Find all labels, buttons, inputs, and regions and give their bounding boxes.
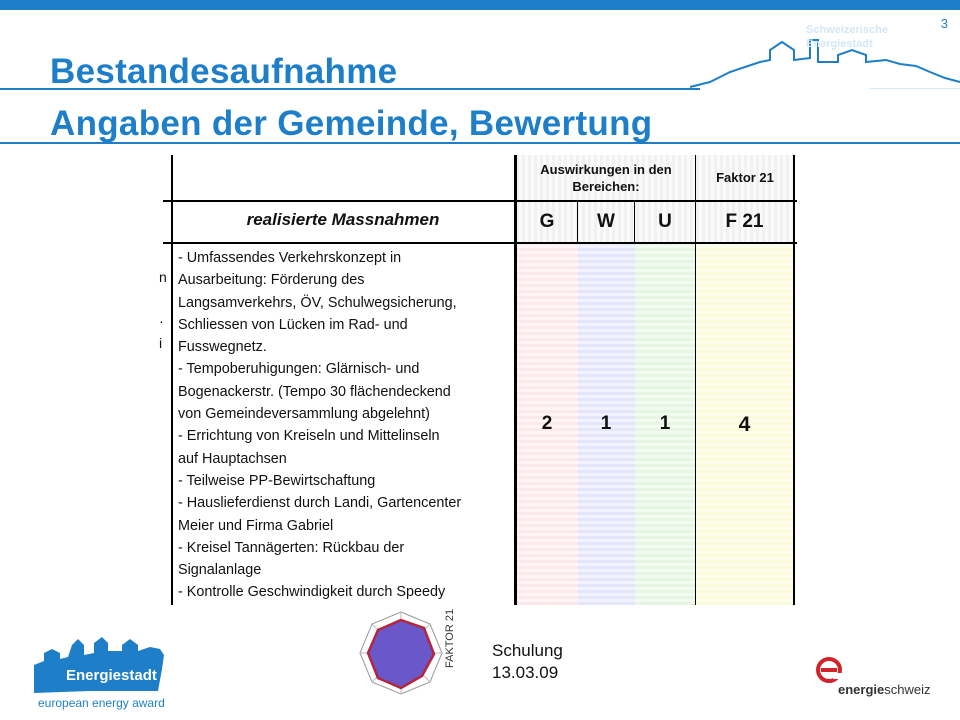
measure-line: Signalanlage <box>178 562 262 579</box>
header-col-f21: F 21 <box>725 211 764 232</box>
slide-title-line1: Bestandesaufnahme <box>50 52 398 91</box>
energieschweiz-logo-prefix: energie <box>838 682 885 697</box>
top-accent-bar <box>0 0 960 10</box>
measure-line: - Errichtung von Kreiseln und Mittelinseln <box>178 428 440 445</box>
header-col-g: G <box>539 211 555 232</box>
schulung-date: 13.03.09 <box>492 663 559 682</box>
table-hline-1 <box>163 200 797 202</box>
header-realisierte-massnahmen: realisierte Massnahmen <box>246 210 440 229</box>
header-deco-text-2: Energiestadt <box>806 38 873 50</box>
score-g: 2 <box>541 413 553 434</box>
header-faktor21: Faktor 21 <box>716 170 774 185</box>
faktor21-radar-icon <box>356 608 446 698</box>
measure-line: - Teilweise PP-Bewirtschaftung <box>178 472 376 489</box>
left-fragment-2: · <box>159 313 164 329</box>
score-f21: 4 <box>738 413 751 436</box>
measure-line: - Umfassendes Verkehrskonzept in <box>178 250 402 266</box>
table-hline-2 <box>163 242 797 244</box>
energiestadt-logo-subtitle: european energy award <box>38 696 165 710</box>
measure-line: - Kontrolle Geschwindigkeit durch Speedy <box>178 584 446 601</box>
faktor21-label: FAKTOR 21 <box>444 608 456 668</box>
energiestadt-logo-name: Energiestadt <box>66 667 157 684</box>
measure-line: auf Hauptachsen <box>178 450 287 467</box>
measure-line: Fusswegnetz. <box>178 339 267 356</box>
measure-line: von Gemeindeversammlung abgelehnt) <box>178 406 430 423</box>
energieschweiz-logo-suffix: schweiz <box>884 682 931 697</box>
score-u: 1 <box>659 413 671 434</box>
header-rule-1b <box>870 88 960 89</box>
measure-line: Schliessen von Lücken im Rad- und <box>178 316 408 333</box>
header-auswirkungen: Auswirkungen in den Bereichen: <box>540 162 672 194</box>
header-deco-text-1: Schweizerische <box>806 24 888 36</box>
slide-number: 3 <box>940 16 948 31</box>
measure-line: Ausarbeitung: Förderung des <box>178 272 365 289</box>
table-vline-right <box>793 155 795 605</box>
measure-line: Meier und Firma Gabriel <box>178 517 334 534</box>
measure-line: - Kreisel Tannägerten: Rückbau der <box>178 539 405 556</box>
measure-line: Langsamverkehrs, ÖV, Schulwegsicherung, <box>178 294 457 311</box>
header-col-w: W <box>597 211 615 232</box>
left-fragment-1: n <box>159 269 167 285</box>
energieschweiz-logo-icon <box>815 656 843 684</box>
slide-title-line2: Angaben der Gemeinde, Bewertung <box>50 104 653 143</box>
header-col-u: U <box>658 211 672 232</box>
energieschweiz-logo-text <box>838 682 931 697</box>
score-w: 1 <box>600 413 612 434</box>
evaluation-table <box>159 155 797 605</box>
measure-line: - Hauslieferdienst durch Landi, Gartencenter <box>178 495 462 512</box>
schulung-info <box>492 640 563 684</box>
measure-line: Bogenackerstr. (Tempo 30 flächendeckend <box>178 383 451 400</box>
measure-line: - Tempoberuhigungen: Glärnisch- und <box>178 361 420 378</box>
left-fragment-3: i <box>159 335 163 351</box>
schulung-label: Schulung <box>492 641 563 660</box>
measures-list <box>178 247 523 604</box>
